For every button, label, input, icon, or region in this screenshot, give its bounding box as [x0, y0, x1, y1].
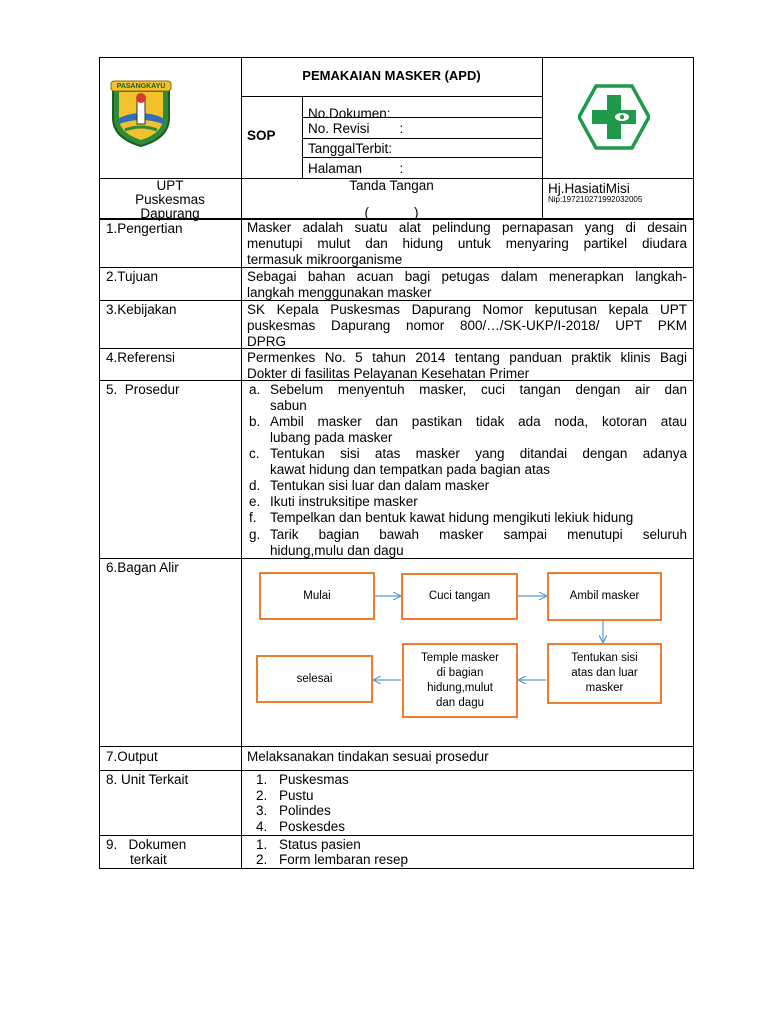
- doc-field-number: No.Dokumen:: [308, 106, 391, 121]
- step-b-line-2: lubang pada masker: [270, 430, 393, 445]
- step-f-marker: f.: [249, 510, 257, 525]
- flow-temple-line-3: hidung,mulut: [427, 681, 493, 694]
- document-title: PEMAKAIAN MASKER (APD): [302, 68, 481, 83]
- flow-temple-line-1: Temple masker: [421, 651, 499, 664]
- puskesmas-logo: [578, 84, 650, 150]
- step-g-text: [270, 527, 687, 559]
- unit-num-2: 2.: [256, 788, 268, 803]
- tujuan-label: 2.Tujuan: [106, 269, 159, 284]
- regional-logo: [107, 78, 175, 148]
- flow-box-tentukan: [547, 643, 662, 704]
- step-d-text: Tentukan sisi luar dan dalam masker: [270, 478, 490, 493]
- tujuan-line-1: Sebagai bahan acuan bagi petugas dalam menerapkan langkah-: [247, 269, 687, 284]
- flow-tentukan-line-1: Tentukan sisi: [571, 652, 638, 664]
- unit-num-1: 1.: [256, 772, 268, 787]
- prosedur-label: 5. Prosedur: [106, 382, 180, 397]
- row-line-8: [99, 835, 694, 836]
- dokumen-num-2: 2.: [256, 852, 268, 867]
- pengertian-line-3: termasuk mikroorganisme: [247, 252, 403, 267]
- step-c-text: [270, 446, 687, 478]
- title-bottom-line: [241, 96, 542, 97]
- step-e-text: Ikuti instruksitipe masker: [270, 494, 418, 509]
- dokumen-label-line-2: terkait: [130, 852, 167, 867]
- step-g-line-1: Tarik bagian bawah masker sampai menutupi seluruh: [270, 527, 687, 542]
- referensi-label: 4.Referensi: [106, 350, 176, 365]
- pengertian-line-1: Masker adalah suatu alat pelindung pernapasan yang di desain: [247, 220, 687, 235]
- step-g-marker: g.: [249, 527, 261, 542]
- puskesmas-logo-icon: [578, 84, 650, 150]
- step-f-text: Tempelkan dan bentuk kawat hidung mengikuti lekiuk hidung: [270, 510, 634, 525]
- step-e-marker: e.: [249, 494, 261, 509]
- flow-temple-line-2: di bagian: [436, 666, 484, 679]
- pengertian-label: 1.Pengertian: [106, 221, 183, 236]
- pengertian-text: [247, 220, 687, 268]
- flow-temple-line-4: dan dagu: [436, 696, 484, 709]
- unit-num-4: 4.: [256, 819, 268, 834]
- tujuan-text: [247, 269, 687, 301]
- step-c-line-2: kawat hidung dan tempatkan pada bagian atas: [270, 462, 550, 477]
- doc-field-line-2: [302, 138, 542, 139]
- tujuan-line-2: langkah menggunakan masker: [247, 285, 432, 300]
- step-c-line-1: Tentukan sisi atas masker yang ditandai dengan adanya: [270, 446, 687, 461]
- step-a-line-1: Sebelum menyentuh masker, cuci tangan dengan air dan: [270, 382, 687, 397]
- step-c-marker: c.: [249, 446, 260, 461]
- referensi-line-2: Dokter di fasilitas Pelayanan Kesehatan Primer: [247, 366, 530, 381]
- flow-box-mulai: [259, 572, 375, 620]
- step-d-marker: d.: [249, 478, 261, 493]
- signature-label: Tanda Tangan: [349, 178, 434, 193]
- output-text: Melaksanakan tindakan sesuai prosedur: [247, 749, 489, 764]
- unit-item-2: Pustu: [279, 788, 314, 803]
- unit-label: 8. Unit Terkait: [106, 772, 189, 787]
- doc-field-date: TanggalTerbit:: [308, 141, 393, 156]
- flow-mulai-text: Mulai: [303, 589, 331, 602]
- signature-blank: ( ): [364, 205, 419, 220]
- kebijakan-line-1: SK Kepala Puskesmas Dapurang Nomor keputusan kepala UPT: [247, 302, 687, 317]
- row-line-6: [99, 746, 694, 747]
- org-line-3: Dapurang: [140, 206, 200, 221]
- unit-num-3: 3.: [256, 803, 268, 818]
- kebijakan-line-2: puskesmas Dapurang nomor 800/…/SK-UKP/I-2018/ UPT PKM: [247, 318, 687, 333]
- output-label: 7.Output: [106, 749, 158, 764]
- dokumen-label-line-1: 9. Dokumen: [106, 837, 187, 852]
- row-line-7: [99, 770, 694, 771]
- step-b-text: [270, 414, 687, 446]
- regional-logo-banner: PASANGKAYU: [116, 83, 166, 90]
- dokumen-item-2: Form lembaran resep: [279, 852, 409, 867]
- unit-item-3: Polindes: [279, 803, 331, 818]
- unit-item-1: Puskesmas: [279, 772, 349, 787]
- unit-item-4: Poskesdes: [279, 819, 346, 834]
- step-a-text: [270, 382, 687, 414]
- flow-box-ambil-masker: [547, 572, 662, 621]
- content-label-divider: [241, 219, 242, 869]
- step-b-line-1: Ambil masker dan pastikan tidak ada noda, kotoran atau: [270, 414, 687, 429]
- flow-tentukan-line-2: atas dan luar: [571, 667, 638, 679]
- flow-cuci-text: Cuci tangan: [428, 590, 491, 602]
- flow-box-temple: [402, 643, 518, 718]
- doc-field-line-3: [302, 157, 542, 158]
- kebijakan-label: 3.Kebijakan: [106, 302, 177, 317]
- dokumen-item-1: Status pasien: [279, 837, 361, 852]
- doc-field-page: Halaman :: [308, 161, 404, 176]
- flow-tentukan-line-3: masker: [585, 682, 624, 694]
- step-a-line-2: sabun: [270, 398, 307, 413]
- header-divider-right: [542, 57, 543, 219]
- kebijakan-line-3: DPRG: [247, 334, 287, 349]
- doc-field-revision: No. Revisi :: [308, 121, 404, 136]
- step-g-line-2: hidung,mulu dan dagu: [270, 543, 404, 558]
- org-line-2: Puskesmas: [135, 192, 205, 207]
- flow-box-cuci-tangan: [401, 573, 518, 620]
- org-line-1: UPT: [156, 178, 184, 193]
- step-a-marker: a.: [249, 382, 261, 397]
- pengertian-line-2: menutupi mulut dan hidung untuk menyaring partikel diudara: [247, 236, 687, 251]
- sop-label: SOP: [247, 128, 276, 143]
- referensi-text: [247, 350, 687, 382]
- head-nip: Nip:197210271992032005: [548, 195, 643, 204]
- flow-selesai-text: selesai: [296, 672, 333, 685]
- flow-box-selesai: [256, 655, 373, 703]
- head-name: Hj.HasiatiMisi: [548, 181, 630, 196]
- doc-field-divider: [302, 96, 303, 178]
- flow-ambil-text: Ambil masker: [569, 590, 640, 602]
- referensi-line-1: Permenkes No. 5 tahun 2014 tentang panduan praktik klinis Bagi: [247, 350, 687, 365]
- dokumen-num-1: 1.: [256, 837, 268, 852]
- kebijakan-text: [247, 302, 687, 350]
- bagan-label: 6.Bagan Alir: [106, 560, 179, 575]
- step-b-marker: b.: [249, 414, 261, 429]
